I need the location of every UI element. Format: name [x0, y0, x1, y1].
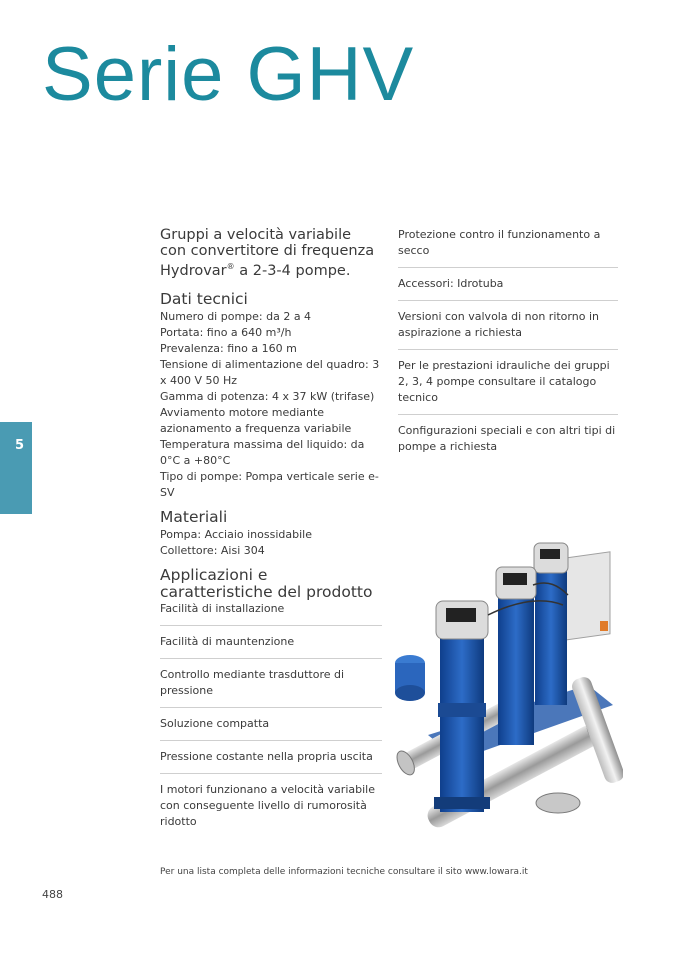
features-list — [398, 227, 618, 463]
dati-tecnici-section — [160, 291, 382, 501]
section-tab — [0, 422, 32, 514]
section-tab-number: 5 — [15, 438, 25, 453]
list-item: Portata: fino a 640 m³/h — [160, 325, 292, 339]
applicazioni-list — [160, 601, 382, 838]
pump-group-photo — [388, 535, 623, 835]
list-item: Versioni con valvola di non ritorno in aspirazione a richiesta — [398, 309, 618, 350]
list-item: Avviamento motore mediante azionamento a frequenza variabile — [160, 405, 352, 435]
list-item: Per le prestazioni idrauliche dei gruppi 2, 3, 4 pompe consultare il catalogo tecnico — [398, 358, 618, 415]
left-column — [160, 227, 382, 846]
list-item: Pressione costante nella propria uscita — [160, 741, 382, 774]
right-column — [398, 227, 618, 471]
list-item: Facilità di installazione — [160, 601, 382, 626]
materiali-heading: Materiali — [160, 507, 228, 526]
intro-line-2: con convertitore di frequenza — [160, 243, 375, 259]
dati-tecnici-heading: Dati tecnici — [160, 289, 248, 308]
intro-text — [160, 227, 382, 279]
list-item: Gamma di potenza: 4 x 37 kW (trifase) — [160, 389, 375, 403]
list-item: Configurazioni speciali e con altri tipi di pompe a richiesta — [398, 424, 616, 453]
registered-mark: ® — [226, 262, 235, 271]
list-item: Accessori: Idrotuba — [398, 276, 618, 301]
materiali-section — [160, 509, 382, 559]
list-item: I motori funzionano a velocità variabile con conseguente livello di rumorosità ridotto — [160, 782, 375, 828]
list-item: Prevalenza: fino a 160 m — [160, 341, 297, 355]
materiali-list — [160, 527, 382, 559]
intro-line-3: Hydrovar — [160, 262, 227, 279]
page-number: 488 — [42, 888, 63, 901]
list-item: Collettore: Aisi 304 — [160, 543, 265, 557]
page-title: Serie GHV — [42, 32, 415, 117]
intro-line-1: Gruppi a velocità variabile — [160, 227, 352, 243]
list-item: Facilità di mauntenzione — [160, 626, 382, 659]
list-item: Soluzione compatta — [160, 708, 382, 741]
applicazioni-section — [160, 567, 382, 838]
list-item: Protezione contro il funzionamento a secco — [398, 227, 618, 268]
list-item: Controllo mediante trasduttore di pressione — [160, 659, 382, 708]
intro-line-3-end: a 2-3-4 pompe. — [234, 262, 351, 279]
list-item: Tipo di pompe: Pompa verticale serie e-SV — [160, 469, 379, 499]
list-item: Pompa: Acciaio inossidabile — [160, 527, 312, 541]
dati-tecnici-list — [160, 309, 382, 501]
applicazioni-heading: Applicazioni e caratteristiche del prodotto — [160, 565, 373, 601]
footer-note: Per una lista completa delle informazioni tecniche consultare il sito www.lowara.it — [160, 867, 528, 877]
list-item: Tensione di alimentazione del quadro: 3 x 400 V 50 Hz — [160, 357, 380, 387]
list-item: Temperatura massima del liquido: da 0°C a +80°C — [160, 437, 365, 467]
list-item: Numero di pompe: da 2 a 4 — [160, 309, 312, 323]
